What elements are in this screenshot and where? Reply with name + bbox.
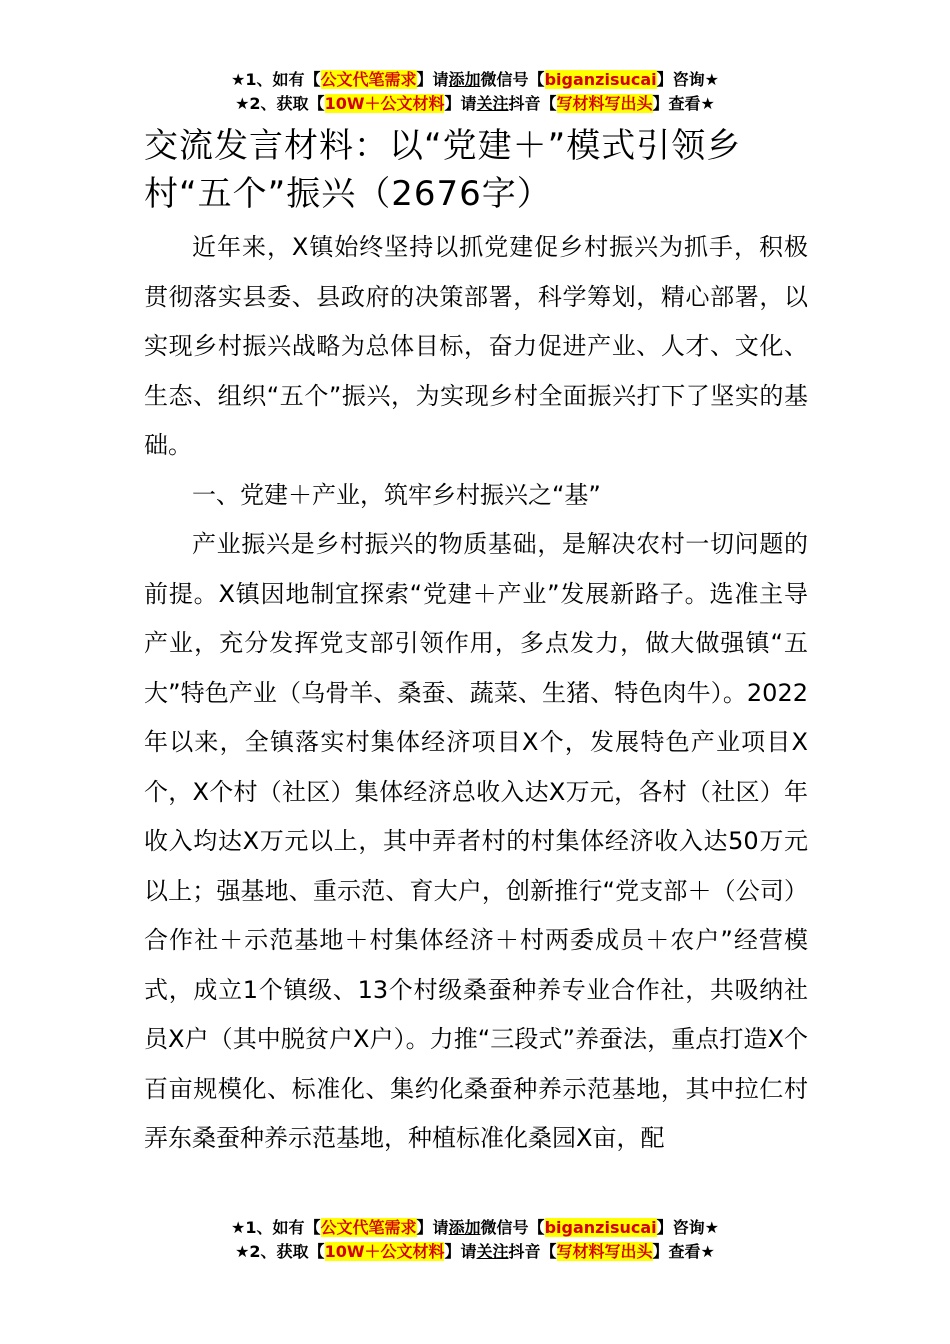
banner-text: ★1、如有【 [231,1218,321,1237]
banner-text: 】咨询★ [656,1218,719,1237]
banner-text: ★2、获取【 [235,94,325,113]
banner-text: ★2、获取【 [235,1242,325,1261]
banner-text: 微信号【 [480,1218,545,1237]
banner-text: ★1、如有【 [231,70,321,89]
banner-highlight: 写材料写出头 [556,1242,653,1261]
paragraph-industry: 产业振兴是乡村振兴的物质基础，是解决农村一切问题的前提。X镇因地制宜探索“党建＋产业”发展新路子。选准主导产业，充分发挥党支部引领作用，多点发力，做大做强镇“五大”特色产业（乌骨羊、桑蚕、蔬菜、生猪、特色肉牛）。2022年以来，全镇落实村集体经济项目X个，发展特色产业项目X个，X个村（社区）集体经济总收入达X万元，各村（社区）年收入均达X万元以上，其中弄者村的村集体经济收入达50万元以上；强基地、重示范、育大户，创新推行“党支部＋（公司）合作社＋示范基地＋村集体经济＋村两委成员＋农户”经营模式，成立1个镇级、13个村级桑蚕种养专业合作社，共吸纳社员X户（其中脱贫户X户）。力推“三段式”养蚕法，重点打造X个百亩规模化、标准化、集约化桑蚕种养示范基地，其中拉仁村弄东桑蚕种养示范基地，种植标准化桑园X亩，配 [144,530,808,1152]
banner-line-2 [0,1240,950,1264]
banner-text: 抖音【 [508,1242,557,1261]
banner-highlight: biganzisucai [544,70,657,89]
banner-text: 】请 [444,1242,477,1261]
footer-banner [0,1216,950,1264]
banner-emphasis: 关注 [476,94,509,113]
banner-text: 】请 [416,1218,449,1237]
banner-text: 】请 [416,70,449,89]
header-banner [0,68,950,116]
banner-text: 】咨询★ [656,70,719,89]
banner-highlight: 公文代笔需求 [320,1218,417,1237]
banner-emphasis: 添加 [448,1218,481,1237]
section-heading: 一、党建＋产业，筑牢乡村振兴之“基” [192,480,601,509]
banner-line-1 [0,68,950,92]
banner-highlight: 公文代笔需求 [320,70,417,89]
banner-line-2 [0,92,950,116]
banner-line-1 [0,1216,950,1240]
banner-highlight: 写材料写出头 [556,94,653,113]
banner-text: 】查看★ [652,94,715,113]
paragraph-intro: 近年来，X镇始终坚持以抓党建促乡村振兴为抓手，积极贯彻落实县委、县政府的决策部署，科学筹划，精心部署，以实现乡村振兴战略为总体目标，奋力促进产业、人才、文化、生态、组织“五个”振兴，为实现乡村全面振兴打下了坚实的基础。 [144,233,808,459]
banner-emphasis: 添加 [448,70,481,89]
banner-emphasis: 关注 [476,1242,509,1261]
banner-highlight: 10W＋公文材料 [324,1242,445,1261]
document-title: 交流发言材料：以“党建＋”模式引领乡村“五个”振兴（2676字） [144,126,742,214]
banner-text: 】请 [444,94,477,113]
banner-text: 】查看★ [652,1242,715,1261]
banner-text: 微信号【 [480,70,545,89]
document-body [144,223,808,1164]
banner-highlight: biganzisucai [544,1218,657,1237]
banner-text: 抖音【 [508,94,557,113]
banner-highlight: 10W＋公文材料 [324,94,445,113]
